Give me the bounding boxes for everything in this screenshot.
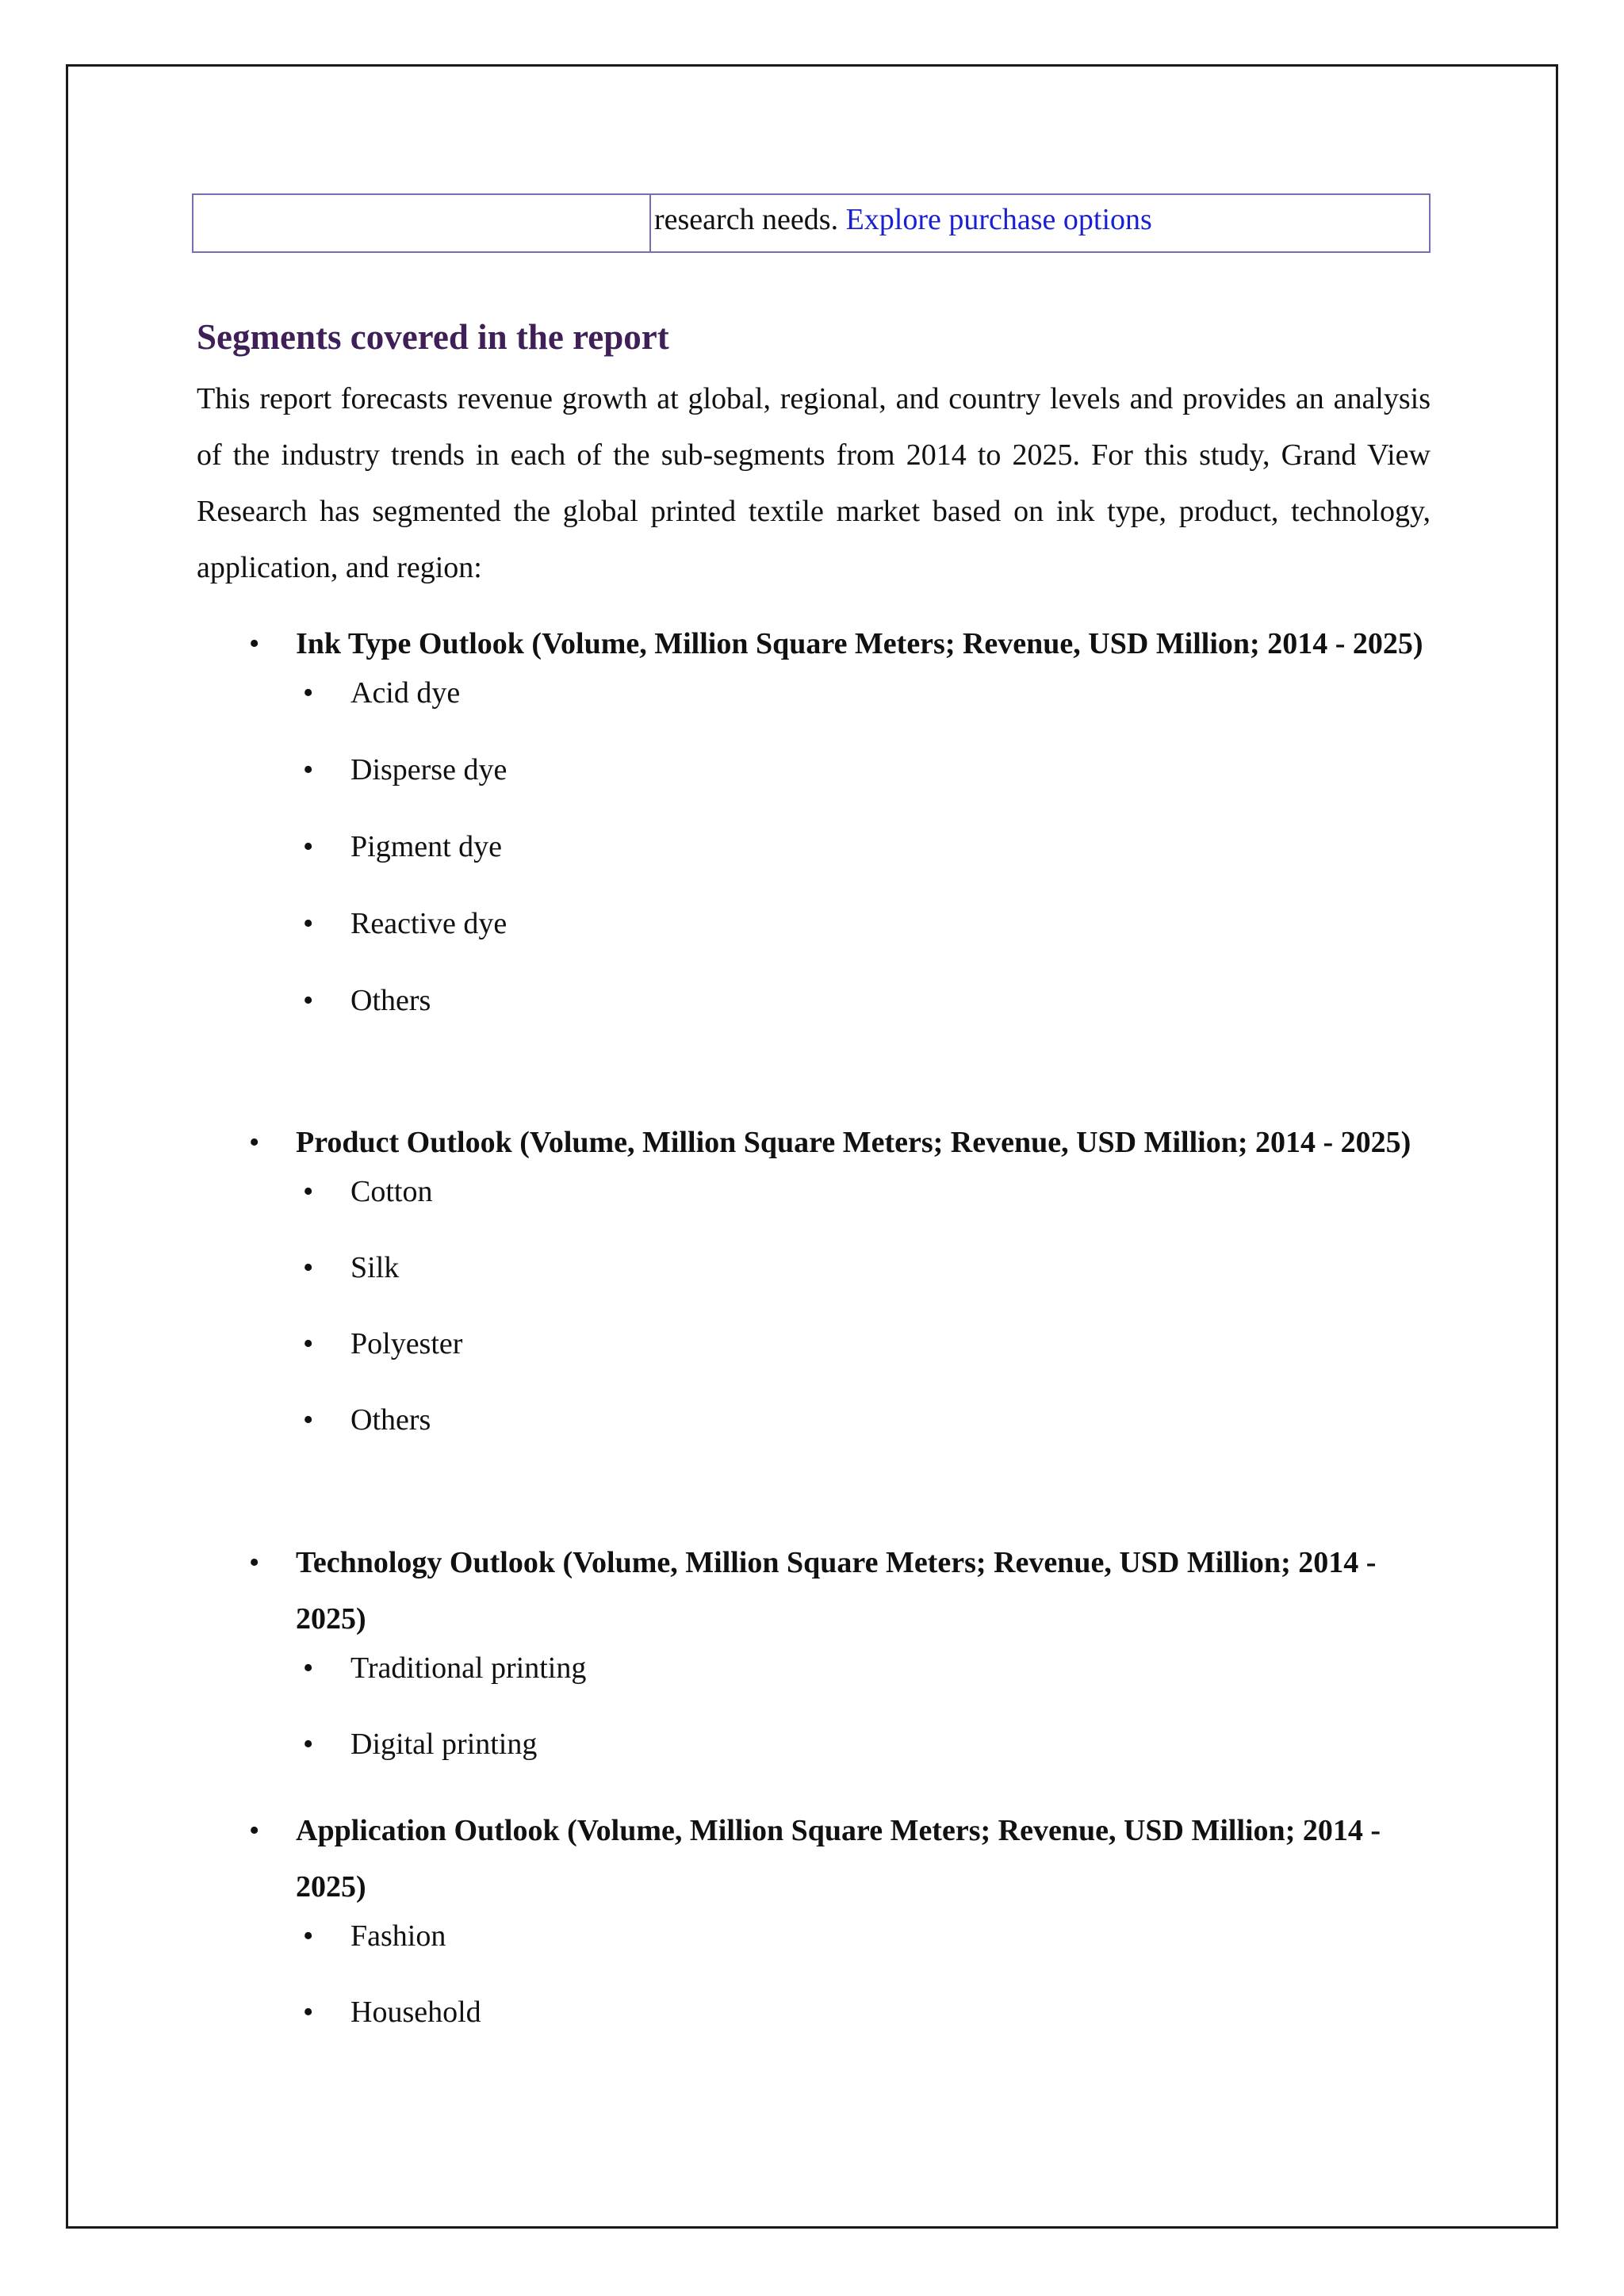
outlook-technology [197, 1535, 1431, 1768]
list-item: • Acid dye [197, 669, 1431, 717]
bullet-icon: • [303, 1175, 314, 1208]
list-item: • Household [197, 1988, 1431, 2036]
list-item: • Others [197, 1396, 1431, 1444]
outlook-title [197, 1115, 1431, 1171]
outlook-title [197, 1803, 1431, 1915]
section-heading: Segments covered in the report [197, 317, 669, 357]
bullet-icon: • [249, 1814, 260, 1847]
bullet-icon: • [303, 1728, 314, 1761]
explore-purchase-options-link[interactable]: Explore purchase options [845, 203, 1152, 236]
list-item: • Digital printing [197, 1720, 1431, 1768]
bullet-icon: • [303, 1403, 314, 1437]
list-item: • Disperse dye [197, 746, 1431, 794]
outlook-title-text: Application Outlook (Volume, Million Square Meters; Revenue, USD Million; 2014 - 2025) [296, 1814, 1381, 1904]
table-cell-label: research needs. [654, 203, 839, 236]
outlook-ink-type [197, 616, 1431, 1024]
list-item: • Traditional printing [197, 1644, 1431, 1692]
outlook-title [197, 616, 1431, 672]
list-item: • Polyester [197, 1320, 1431, 1368]
outlook-title-text: Product Outlook (Volume, Million Square Meters; Revenue, USD Million; 2014 - 2025) [296, 1126, 1411, 1159]
bullet-icon: • [303, 984, 314, 1017]
bullet-icon: • [249, 1546, 260, 1579]
bullet-icon: • [249, 627, 260, 660]
bullet-icon: • [303, 1251, 314, 1284]
outlook-application [197, 1803, 1431, 2036]
bullet-icon: • [303, 753, 314, 786]
list-item: • Fashion [197, 1912, 1431, 1960]
table-cell-text [651, 195, 1429, 251]
bullet-icon: • [303, 830, 314, 863]
bullet-icon: • [303, 907, 314, 940]
bullet-icon: • [303, 1327, 314, 1360]
list-item: • Pigment dye [197, 823, 1431, 871]
intro-paragraph: This report forecasts revenue growth at global, regional, and country levels and provides an analysis of the industry trends in each of the sub-segments from 2014 to 2025. For this study, Grand View Research has segmented the global printed textile market based on ink type, product, technology, application, and region: [197, 382, 1431, 584]
outlook-product [197, 1115, 1431, 1444]
list-item: • Others [197, 977, 1431, 1024]
outlook-title-text: Ink Type Outlook (Volume, Million Square Meters; Revenue, USD Million; 2014 - 2025) [296, 627, 1423, 660]
bullet-icon: • [303, 1996, 314, 2029]
list-item: • Cotton [197, 1168, 1431, 1215]
bullet-icon: • [303, 1651, 314, 1685]
purchase-table-row [192, 193, 1431, 253]
list-item: • Reactive dye [197, 900, 1431, 947]
outlook-title [197, 1535, 1431, 1647]
table-cell-empty [193, 195, 651, 251]
bullet-icon: • [303, 1919, 314, 1953]
bullet-icon: • [303, 676, 314, 710]
outlook-title-text: Technology Outlook (Volume, Million Square Meters; Revenue, USD Million; 2014 - 2025) [296, 1546, 1377, 1636]
list-item: • Silk [197, 1244, 1431, 1292]
bullet-icon: • [249, 1126, 260, 1159]
